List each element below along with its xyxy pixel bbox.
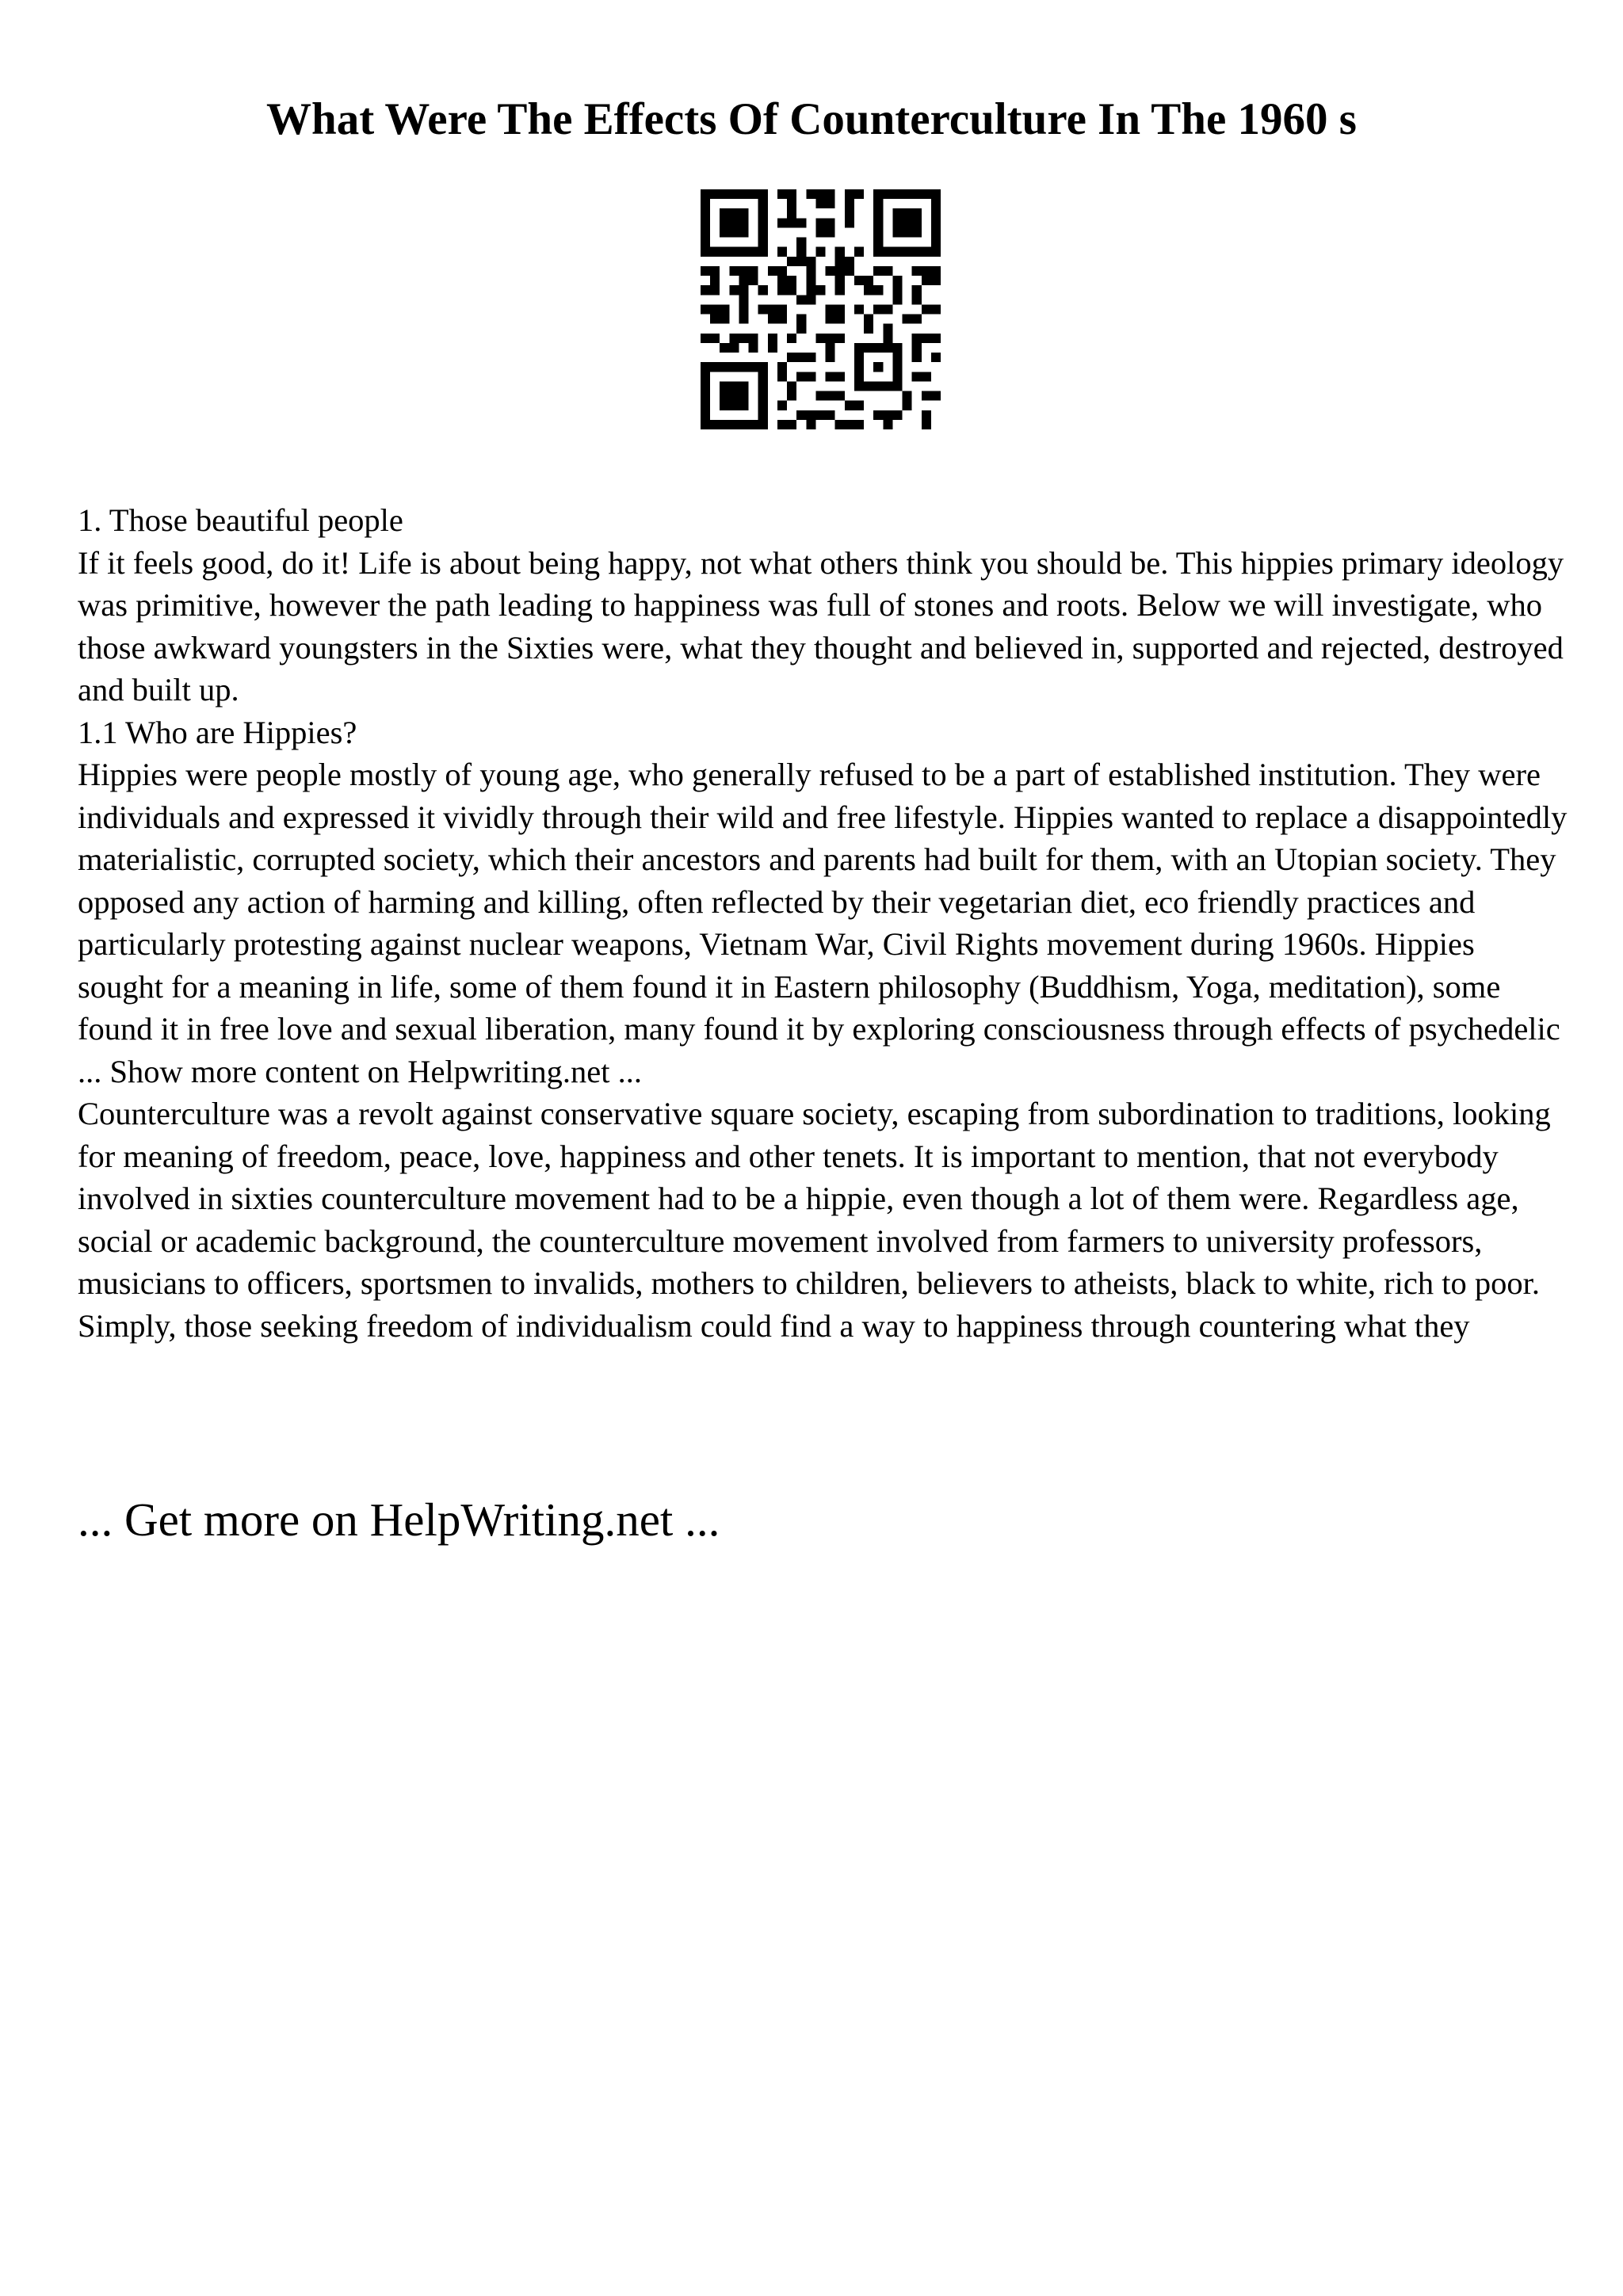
document-title: What Were The Effects Of Counterculture In The 1960 s — [266, 94, 1357, 144]
section-paragraph: If it feels good, do it! Life is about being happy, not what others think you should be. This hippies primary ideology was primitive, however the path leading to happiness was full of stones and roots. Below we will investigate, who those awkward youngsters in the Sixties were, what they thought and believed in, supported and rejected, destroyed and built up. — [78, 544, 1564, 707]
qr-code-icon — [701, 189, 941, 429]
section-heading: 1. Those beautiful people — [78, 502, 403, 538]
section-heading: 1.1 Who are Hippies? — [78, 714, 357, 750]
section-paragraph: Hippies were people mostly of young age, who generally refused to be a part of established institution. They were individuals and expressed it vividly through their wild and free lifestyle. Hippies wanted to replace a disappointedly materialistic, corrupted society, which their ancestors and parents had built for them, with an Utopian society. They opposed any action of harming and killing, often reflected by their vegetarian diet, eco friendly practices and particularly protesting against nuclear weapons, Vietnam War, Civil Rights movement during 1960s. Hippies sought for a meaning in life, some of them found it in Eastern philosophy (Buddhism, Yoga, meditation), some found it in free love and sexual liberation, many found it by exploring consciousness through effects of psychedelic ... Show more content on Helpwriting.net ... — [78, 757, 1568, 1089]
document-body — [78, 499, 1568, 1347]
get-more-link[interactable]: ... Get more on HelpWriting.net ... — [78, 1493, 720, 1546]
closing-paragraph: Counterculture was a revolt against conservative square society, escaping from subordination to traditions, looking for meaning of freedom, peace, love, happiness and other tenets. It is important to mention, that not everybody involved in sixties counterculture movement had to be a hippie, even though a lot of them were. Regardless age, social or academic background, the counterculture movement involved from farmers to university professors, musicians to officers, sportsmen to invalids, mothers to children, believers to atheists, black to white, rich to poor. Simply, those seeking freedom of individualism could find a way to happiness through countering what they — [78, 1096, 1551, 1344]
